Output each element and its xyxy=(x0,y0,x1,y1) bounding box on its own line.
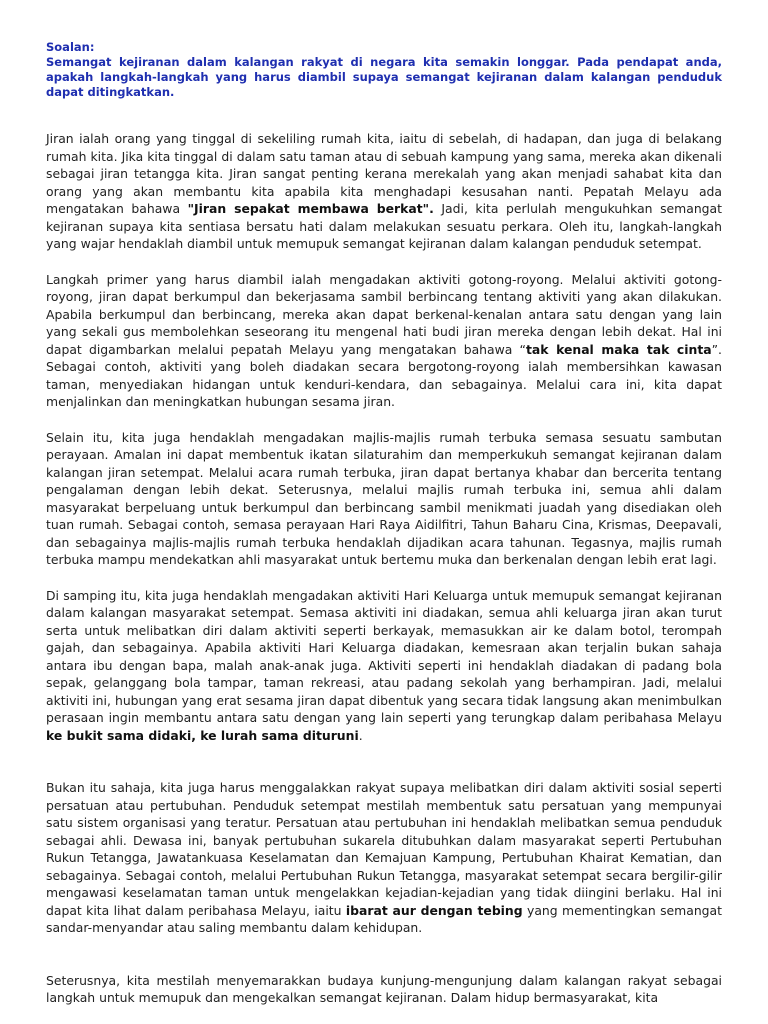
question-label: Soalan: xyxy=(46,40,95,54)
question-block xyxy=(46,40,722,100)
paragraph-gotong-royong xyxy=(46,271,722,411)
paragraph-text: Langkah primer yang harus diambil ialah mengadakan aktiviti gotong-royong. Melalui aktiviti gotong-royong, jiran dapat berkumpul dan bekerjasama sambil berbincang tentang aktiviti yang akan dilakukan. Apabila berkumpul dan berbincang, mereka akan dapat berkenal-kenalan antara satu dengan yang lain yang sekali gus membolehkan seseorang itu mengenal hati budi jiran mereka dengan lebih dekat. Hal ini dapat digambarkan melalui pepatah Melayu yang mengatakan bahawa “ xyxy=(46,271,722,357)
proverb-bold: ke bukit sama didaki, ke lurah sama dituruni xyxy=(46,727,359,743)
paragraph-rumah-terbuka xyxy=(46,429,722,569)
proverb-bold: ibarat aur dengan tebing xyxy=(345,902,523,918)
paragraph-text: Seterusnya, kita mestilah menyemarakkan budaya kunjung-mengunjung dalam kalangan rakyat sebagai langkah untuk memupuk dan mengekalkan semangat kejiranan. Dalam hidup bermasyarakat, kita xyxy=(46,972,722,1005)
paragraph-hari-keluarga xyxy=(46,587,722,745)
question-text: Semangat kejiranan dalam kalangan rakyat di negara kita semakin longgar. Pada pendapat anda, apakah langkah-langkah yang harus diambil supaya semangat kejiranan dalam kalangan penduduk dapat ditingkatkan. xyxy=(46,55,722,99)
paragraph-text: Selain itu, kita juga hendaklah mengadakan majlis-majlis rumah terbuka semasa sesuatu sambutan perayaan. Amalan ini dapat membentuk ikatan silaturahim dan memperkukuh semangat kejiranan dalam kalangan jiran setempat. Melalui acara rumah terbuka, jiran dapat bertanya khabar dan bercerita tentang pengalaman dengan lebih dekat. Seterusnya, melalui majlis rumah terbuka ini, semua ahli dalam masyarakat berpeluang untuk berkumpul dan berbincang sambil menikmati juadah yang disediakan oleh tuan rumah. Sebagai contoh, semasa perayaan Hari Raya Aidilfitri, Tahun Baharu Cina, Krismas, Deepavali, dan sebagainya majlis-majlis rumah terbuka hendaklah dijadikan acara tahunan. Tegasnya, majlis rumah terbuka mampu mendekatkan ahli masyarakat untuk bertemu muka dan berkenalan dengan lebih erat lagi. xyxy=(46,429,722,567)
paragraph-text: Bukan itu sahaja, kita juga harus menggalakkan rakyat supaya melibatkan diri dalam aktiviti sosial seperti persatuan atau pertubuhan. Penduduk setempat mestilah membentuk satu persatuan yang mempunyai satu sistem organisasi yang teratur. Persatuan atau pertubuhan ini hendaklah melibatkan semua penduduk sebagai ahli. Dewasa ini, banyak pertubuhan sukarela ditubuhkan dalam masyarakat seperti Pertubuhan Rukun Tetangga, Jawatankuasa Keselamatan dan Kemajuan Kampung, Pertubuhan Khairat Kematian, dan sebagainya. Sebagai contoh, melalui Pertubuhan Rukun Tetangga, masyarakat setempat secara bergilir-gilir mengawasi keselamatan taman untuk mengelakkan kejadian-kejadian yang tidak diingini berlaku. Hal ini dapat kita lihat dalam peribahasa Melayu, iaitu xyxy=(46,780,722,918)
paragraph-text: Jadi, kita perlulah mengukuhkan semangat kejiranan supaya kita sentiasa bersatu hati dalam melakukan sesuatu perkara. Oleh itu, langkah-langkah yang wajar hendaklah diambil untuk memupuk semangat kejiranan dalam kalangan penduduk setempat. xyxy=(46,201,722,251)
proverb-bold: "Jiran sepakat membawa berkat". xyxy=(187,201,434,216)
paragraph-text: . xyxy=(358,727,363,743)
paragraph-text: Jiran ialah orang yang tinggal di sekeliling rumah kita, iaitu di sebelah, di hadapan, dan juga di belakang rumah kita. Jika kita tinggal di dalam satu taman atau di sebuah kampung yang sama, mereka akan dikenali sebagai jiran tetangga kita. Jiran sangat penting kerana merekalah yang akan menjadi sahabat kita dan orang yang akan membantu kita apabila kita menghadapi kesusahan nanti. Pepatah Melayu ada mengatakan bahawa xyxy=(46,131,722,216)
paragraph-text: Di samping itu, kita juga hendaklah mengadakan aktiviti Hari Keluarga untuk memupuk semangat kejiranan dalam kalangan masyarakat setempat. Semasa aktiviti ini diadakan, semua ahli keluarga jiran akan turut serta untuk melibatkan diri dalam aktiviti seperti berkayak, memasukkan air ke dalam botol, terompah gajah, dan sebagainya. Apabila aktiviti Hari Keluarga diadakan, kemesraan akan terjalin bukan sahaja antara ibu dengan bapa, malah anak-anak juga. Aktiviti seperti ini hendaklah diadakan di padang bola sepak, gelanggang bola tampar, taman rekreasi, atau padang sekolah yang berhampiran. Jadi, melalui aktiviti ini, hubungan yang erat sesama jiran dapat dibentuk yang secara tidak langsung akan menimbulkan perasaan ingin membantu antara satu dengan yang lain seperti yang terungkap dalam peribahasa Melayu xyxy=(46,587,722,725)
paragraph-persatuan xyxy=(46,779,722,937)
proverb-bold: tak kenal maka tak cinta xyxy=(525,341,712,357)
paragraph-text: yang mementingkan semangat sandar-menyandar atau saling membantu dalam kehidupan. xyxy=(46,902,722,935)
paragraph-text: ”. Sebagai contoh, aktiviti yang boleh diadakan secara bergotong-royong ialah membersihkan kawasan taman, menyediakan hidangan untuk kenduri-kendara, dan sebagainya. Melalui cara ini, kita dapat menjalinkan dan meningkatkan hubungan sesama jiran. xyxy=(46,341,722,409)
paragraph-introduction xyxy=(46,130,722,253)
paragraph-kunjung-mengunjung xyxy=(46,972,722,1007)
